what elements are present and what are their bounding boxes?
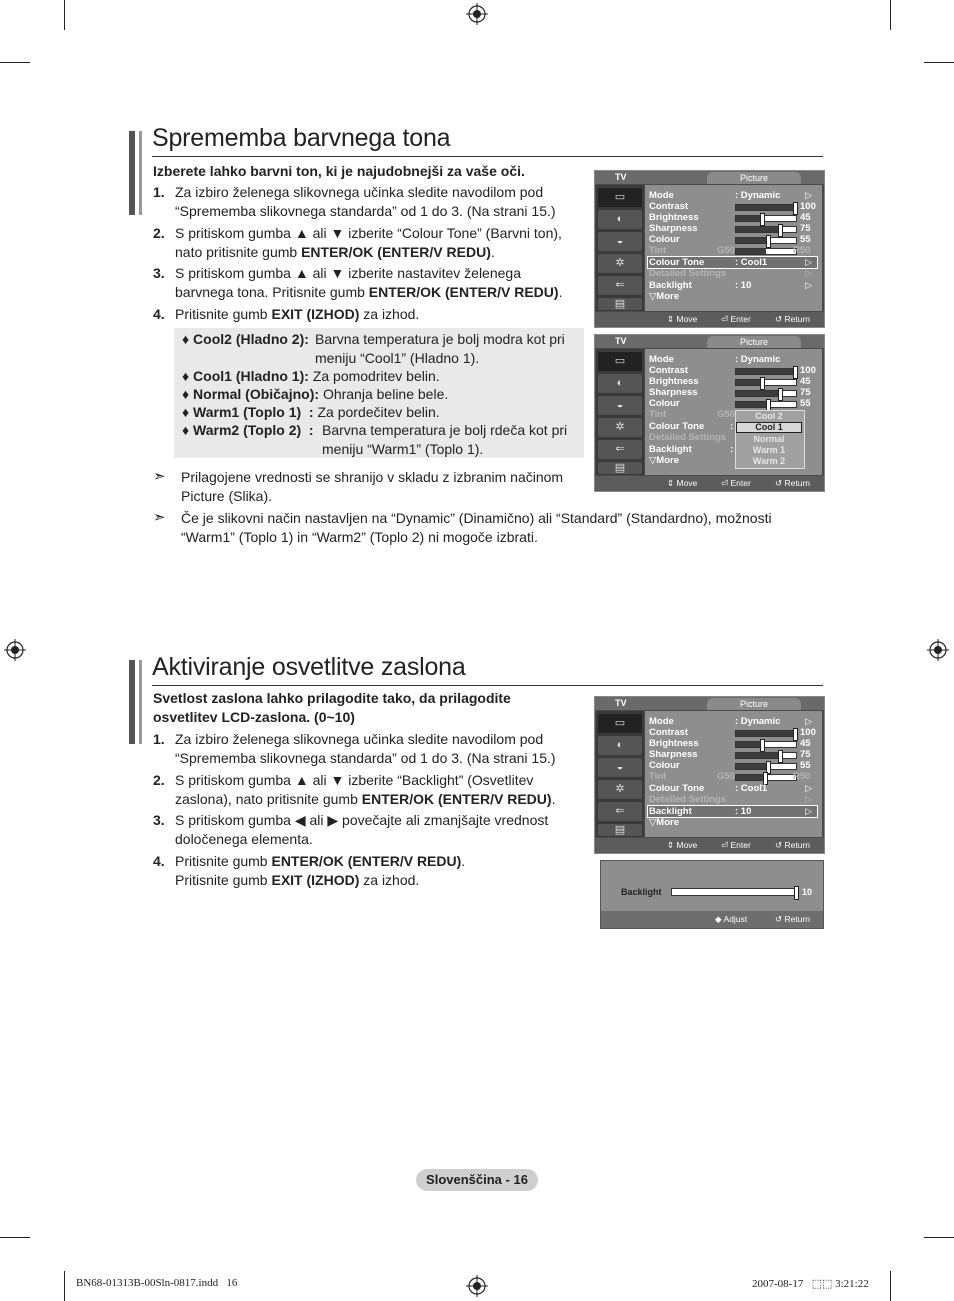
tv-menu-colour-tone-dropdown: [594, 334, 825, 492]
setup-icon[interactable]: ✲: [598, 418, 642, 437]
file-slug: BN68-01313B-00Sln-0817.indd 16: [76, 1277, 238, 1289]
brightness-bar[interactable]: [735, 379, 797, 386]
section-intro: osvetlitev LCD-zaslona. (0~10): [153, 709, 355, 725]
arrow-right-icon: ▷: [805, 257, 812, 267]
setup-icon[interactable]: ✲: [598, 780, 642, 799]
section-intro: Svetlost zaslona lahko prilagodite tako, da prilagodite: [153, 690, 511, 706]
enter-hint: ⏎ Enter: [721, 314, 751, 324]
menu-footer: [595, 312, 824, 327]
note-arrow-icon: ➣: [153, 468, 166, 485]
contrast-bar[interactable]: [735, 204, 797, 211]
return-hint: ↺ Return: [775, 840, 810, 850]
menu-panel: Mode : Dynamic Contrast 100 Brightness 45 Sharpness 75 Colour 55 Tint G50 Colour Tone : Detailed Settings Backlight : ▽More Cool 2 Cool 1 Normal Warm 1 Warm 2: [645, 349, 822, 475]
step-3: 3. S pritiskom gumba ◀ ali ▶ povečajte ali zmanjšajte vrednost določenega elementa.: [153, 812, 549, 847]
enter-hint: ⏎ Enter: [721, 840, 751, 850]
picture-icon[interactable]: ▭: [598, 714, 642, 733]
step-1: 1. Za izbiro želenega slikovnega učinka sledite navodilom pod “Sprememba slikovnega standarda” od 1 do 3. (Na strani 15.): [153, 184, 556, 219]
step-4: 4. Pritisnite gumb ENTER/OK (ENTER/V REDU). Pritisnite gumb EXIT (IZHOD) za izhod.: [153, 853, 466, 888]
colour-bar[interactable]: [735, 401, 797, 408]
enter-hint: ⏎ Enter: [721, 478, 751, 488]
backlight-slider[interactable]: [671, 888, 798, 896]
input-icon[interactable]: ⇐: [598, 802, 642, 821]
option-warm2: ♦ Warm2 (Toplo 2) : Barvna temperatura je bolj rdeča kot pri meniju “Warm1” (Toplo 1).: [182, 422, 568, 457]
input-icon[interactable]: ⇐: [598, 440, 642, 459]
crop-mark: [924, 1237, 954, 1238]
move-hint: ⇕ Move: [667, 478, 698, 488]
tint-bar: [735, 248, 797, 255]
date-slug: 2007-08-17 ⬚⬚ 3:21:22: [752, 1278, 869, 1290]
brightness-bar[interactable]: [735, 741, 797, 748]
adjust-value: 10: [802, 887, 813, 897]
digital-icon[interactable]: ▤: [598, 824, 642, 836]
adjust-hint: ◆ Adjust: [715, 914, 748, 924]
adjust-footer: [601, 911, 823, 928]
tint-bar: [735, 774, 797, 781]
return-hint: ↺ Return: [775, 478, 810, 488]
menu-sidebar: [596, 185, 644, 311]
input-icon[interactable]: ⇐: [598, 276, 642, 295]
tab-picture[interactable]: Picture: [707, 698, 801, 710]
picture-icon[interactable]: ▭: [598, 352, 642, 371]
move-hint: ⇕ Move: [667, 840, 698, 850]
section-title: Aktiviranje osvetlitve zaslona: [152, 653, 466, 681]
sound-icon[interactable]: ◐: [598, 374, 642, 393]
section-rule: [152, 685, 823, 686]
option-normal: ♦ Normal (Običajno): Ohranja beline bele.: [182, 386, 449, 402]
registration-mark-icon: [466, 3, 488, 25]
channel-icon[interactable]: ◒: [598, 396, 642, 415]
arrow-right-icon: ▷: [805, 716, 812, 726]
section-bar: [129, 131, 135, 215]
return-hint: ↺ Return: [775, 914, 810, 924]
crop-mark: [64, 1271, 65, 1301]
digital-icon[interactable]: ▤: [598, 462, 642, 474]
step-4: 4. Pritisnite gumb EXIT (IZHOD) za izhod.: [153, 306, 420, 322]
tv-menu-backlight: [594, 696, 825, 854]
colour-tone-dropdown[interactable]: [735, 410, 805, 469]
setup-icon[interactable]: ✲: [598, 254, 642, 273]
section-title: Sprememba barvnega tona: [152, 124, 451, 152]
option-cool2: ♦ Cool2 (Hladno 2): Barvna temperatura je bolj modra kot pri meniju “Cool1” (Hladno 1).: [182, 331, 565, 366]
sharpness-bar[interactable]: [735, 226, 797, 233]
picture-icon[interactable]: ▭: [598, 188, 642, 207]
crop-mark: [924, 62, 954, 63]
menu-sidebar: [596, 349, 644, 475]
menu-panel: Mode : Dynamic ▷ Contrast 100 Brightness 45 Sharpness 75 Colour 55 Tint G50 R50 Colour Tone : Cool1 ▷ Detailed Settings ▷ Backlight : 10 ▷ ▽More: [645, 711, 822, 837]
tab-picture[interactable]: Picture: [707, 336, 801, 348]
channel-icon[interactable]: ◒: [598, 758, 642, 777]
arrow-right-icon: ▷: [805, 190, 812, 200]
option-cool1: ♦ Cool1 (Hladno 1): Za pomodritev belin.: [182, 368, 440, 384]
colour-bar[interactable]: [735, 237, 797, 244]
contrast-bar[interactable]: [735, 730, 797, 737]
menu-sidebar: [596, 711, 644, 837]
note: ➣ Če je slikovni način nastavljen na “Dynamic” (Dinamično) ali “Standard” (Standardno), možnosti “Warm1” (Toplo 1) in “Warm2” (Toplo 2) ni mogoče izbrati.: [153, 509, 772, 545]
crop-mark: [0, 62, 30, 63]
tab-picture[interactable]: Picture: [707, 172, 801, 184]
arrow-right-icon: ▷: [805, 783, 812, 793]
dropdown-option[interactable]: Warm 2: [752, 456, 786, 466]
dropdown-option[interactable]: Normal: [753, 434, 785, 444]
sharpness-bar[interactable]: [735, 752, 797, 759]
registration-mark-icon: [4, 639, 26, 661]
registration-mark-icon: [466, 1275, 488, 1297]
menu-footer: [595, 476, 824, 491]
channel-icon[interactable]: ◒: [598, 232, 642, 251]
section-bar: [129, 660, 135, 744]
backlight-adjust-panel: [600, 860, 824, 929]
return-hint: ↺ Return: [775, 314, 810, 324]
arrow-right-icon: ▷: [805, 280, 812, 290]
sound-icon[interactable]: ◐: [598, 736, 642, 755]
step-1: 1. Za izbiro želenega slikovnega učinka sledite navodilom pod “Sprememba slikovnega standarda” od 1 do 3. (Na strani 15.): [153, 731, 556, 766]
colour-bar[interactable]: [735, 763, 797, 770]
crop-mark: [64, 0, 65, 30]
tv-menu-colour-tone: [594, 170, 825, 328]
menu-footer: [595, 838, 824, 853]
section-bar: [139, 131, 142, 215]
step-3: 3. S pritiskom gumba ▲ ali ▼ izberite nastavitev želenega barvnega tona. Pritisnite gumb ENTER/OK (ENTER/V REDU).: [153, 265, 563, 300]
adjust-label: Backlight: [621, 887, 662, 897]
brightness-bar[interactable]: [735, 215, 797, 222]
move-hint: ⇕ Move: [667, 314, 698, 324]
section-intro: Izberete lahko barvni ton, ki je najudobnejši za vaše oči.: [153, 163, 525, 179]
arrow-right-icon: ▷: [805, 268, 812, 278]
sharpness-bar[interactable]: [735, 390, 797, 397]
menu-panel: Mode : Dynamic ▷ Contrast 100 Brightness 45 Sharpness 75 Colour 55 Tint G50 R50 Colour Tone : Cool1 ▷ Detailed Settings ▷ Backlight : 10 ▷ ▽More: [645, 185, 822, 311]
digital-icon[interactable]: ▤: [598, 298, 642, 310]
step-2: 2. S pritiskom gumba ▲ ali ▼ izberite “Backlight” (Osvetlitev zaslona), nato pritisnite gumb ENTER/OK (ENTER/V REDU).: [153, 772, 556, 807]
dropdown-option-selected[interactable]: Cool 1: [736, 422, 802, 433]
section-rule: [152, 156, 823, 157]
option-warm1: ♦ Warm1 (Toplo 1) : Za pordečitev belin.: [182, 404, 440, 420]
tv-label: TV: [615, 336, 627, 346]
section-bar: [139, 660, 142, 744]
tv-label: TV: [615, 172, 627, 182]
arrow-right-icon: ▷: [805, 794, 812, 804]
contrast-bar[interactable]: [735, 368, 797, 375]
crop-mark: [890, 0, 891, 30]
dropdown-option[interactable]: Warm 1: [752, 445, 786, 455]
registration-mark-icon: [927, 639, 949, 661]
crop-mark: [890, 1271, 891, 1301]
tv-label: TV: [615, 698, 627, 708]
arrow-right-icon: ▷: [805, 806, 812, 816]
dropdown-option[interactable]: Cool 2: [755, 411, 783, 421]
note: ➣ Prilagojene vrednosti se shranijo v skladu z izbranim načinom Picture (Slika).: [153, 468, 564, 504]
page-number-badge: Slovenščina - 16: [416, 1169, 538, 1191]
sound-icon[interactable]: ◐: [598, 210, 642, 229]
step-2: 2. S pritiskom gumba ▲ ali ▼ izberite “Colour Tone” (Barvni ton), nato pritisnite gumb ENTER/OK (ENTER/V REDU).: [153, 225, 562, 260]
crop-mark: [0, 1237, 30, 1238]
options-box: [174, 328, 584, 458]
note-arrow-icon: ➣: [153, 509, 166, 526]
